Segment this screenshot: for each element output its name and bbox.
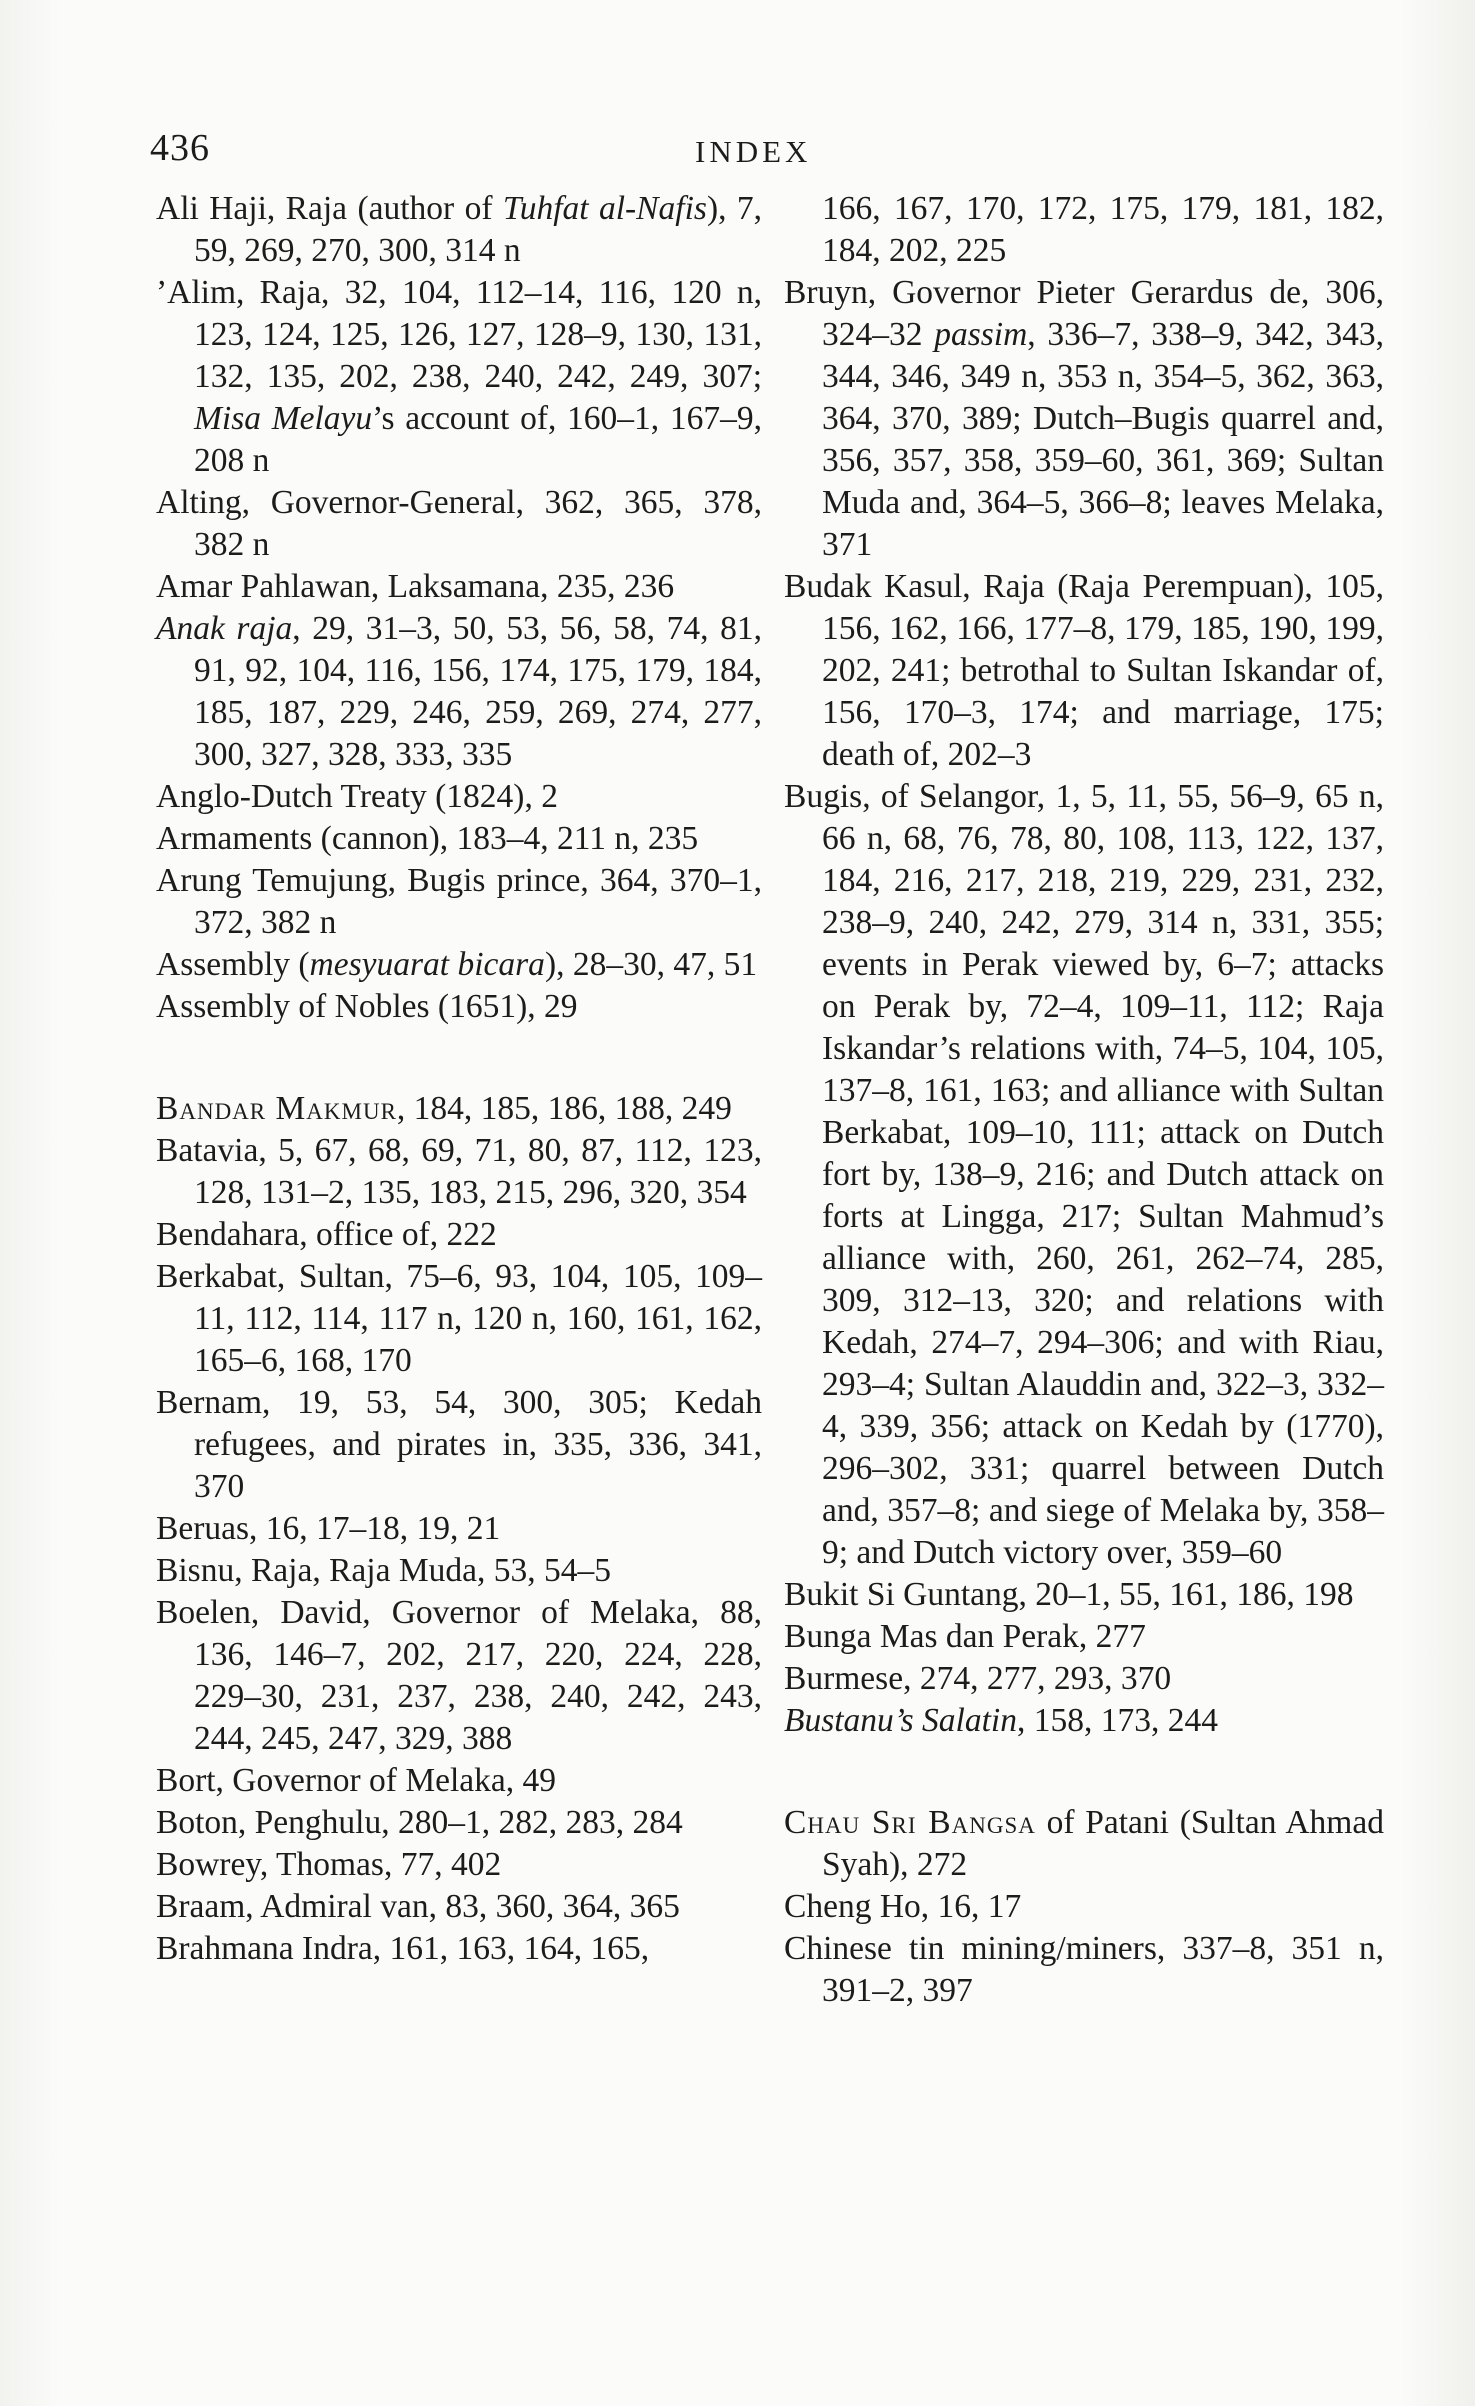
index-entry: Braam, Admiral van, 83, 360, 364, 365 xyxy=(156,1888,680,1925)
index-entry: Cheng Ho, 16, 17 xyxy=(784,1888,1022,1925)
index-entry: Bort, Governor of Melaka, 49 xyxy=(156,1762,557,1799)
index-entry: Boelen, David, Governor of Melaka, 88, 136, 146–7, 202, 217, 220, 224, 228, 229–30, 231, 237, 238, 240, 242, 243, 244, 245, 247, 329, 388 xyxy=(156,1594,762,1757)
index-entry: Bowrey, Thomas, 77, 402 xyxy=(156,1846,502,1883)
index-entry: Chau Sri Bangsa of Patani (Sultan Ahmad Syah), 272 xyxy=(784,1804,1384,1883)
index-entry: Armaments (cannon), 183–4, 211 n, 235 xyxy=(156,820,699,857)
index-entry: Burmese, 274, 277, 293, 370 xyxy=(784,1660,1172,1697)
index-entry: Bugis, of Selangor, 1, 5, 11, 55, 56–9, 65 n, 66 n, 68, 76, 78, 80, 108, 113, 122, 137, 184, 216, 217, 218, 219, 229, 231, 232, 238–9, 240, 242, 279, 314 n, 331, 355; events in Perak viewed by, 6–7; attacks on Perak by, 72–4, 109–11, 112; Raja Iskandar’s relations with, 74–5, 104, 105, 137–8, 161, 163; and alliance with Sultan Berkabat, 109–10, 111; attack on Dutch fort by, 138–9, 216; and Dutch attack on forts at Lingga, 217; Sultan Mahmud’s alliance with, 260, 261, 262–74, 285, 309, 312–13, 320; and relations with Kedah, 274–7, 294–306; and with Riau, 293–4; Sultan Alauddin and, 322–3, 332–4, 339, 356; attack on Kedah by (1770), 296–302, 331; quarrel between Dutch and, 357–8; and siege of Melaka by, 358–9; and Dutch victory over, 359–60 xyxy=(784,778,1384,1571)
letter-section-gap xyxy=(156,1028,762,1088)
index-entry: Brahmana Indra, 161, 163, 164, 165, xyxy=(156,1930,650,1967)
index-entry: Amar Pahlawan, Laksamana, 235, 236 xyxy=(156,568,675,605)
index-entry-continued: 166, 167, 170, 172, 175, 179, 181, 182, 184, 202, 225 xyxy=(822,190,1384,269)
index-entry: Bisnu, Raja, Raja Muda, 53, 54–5 xyxy=(156,1552,611,1589)
index-entry: Bendahara, office of, 222 xyxy=(156,1216,497,1253)
index-entry: Bustanu’s Salatin, 158, 173, 244 xyxy=(784,1702,1218,1739)
running-head: INDEX xyxy=(695,134,812,169)
index-entry: Anak raja, 29, 31–3, 50, 53, 56, 58, 74, 81, 91, 92, 104, 116, 156, 174, 175, 179, 184, 185, 187, 229, 246, 259, 269, 274, 277, 300, 327, 328, 333, 335 xyxy=(156,610,762,773)
index-entry: Boton, Penghulu, 280–1, 282, 283, 284 xyxy=(156,1804,683,1841)
letter-section-gap xyxy=(784,1742,1384,1802)
index-entry: Chinese tin mining/miners, 337–8, 351 n, 391–2, 397 xyxy=(784,1930,1384,2009)
index-entry: ’Alim, Raja, 32, 104, 112–14, 116, 120 n, 123, 124, 125, 126, 127, 128–9, 130, 131, 132, 135, 202, 238, 240, 242, 249, 307; Misa Melayu’s account of, 160–1, 167–9, 208 n xyxy=(156,274,762,479)
index-entry: Batavia, 5, 67, 68, 69, 71, 80, 87, 112, 123, 128, 131–2, 135, 183, 215, 296, 320, 354 xyxy=(156,1132,762,1211)
index-entry: Anglo-Dutch Treaty (1824), 2 xyxy=(156,778,558,815)
index-entry: Budak Kasul, Raja (Raja Perempuan), 105, 156, 162, 166, 177–8, 179, 185, 190, 199, 202, 241; betrothal to Sultan Iskandar of, 156, 170–3, 174; and marriage, 175; death of, 202–3 xyxy=(784,568,1384,773)
index-entry: Assembly (mesyuarat bicara), 28–30, 47, 51 xyxy=(156,946,758,983)
index-column-right xyxy=(784,188,1384,2012)
index-entry: Bruyn, Governor Pieter Gerardus de, 306, 324–32 passim, 336–7, 338–9, 342, 343, 344, 346, 349 n, 353 n, 354–5, 362, 363, 364, 370, 389; Dutch–Bugis quarrel and, 356, 357, 358, 359–60, 361, 369; Sultan Muda and, 364–5, 366–8; leaves Melaka, 371 xyxy=(784,274,1385,563)
index-entry: Bunga Mas dan Perak, 277 xyxy=(784,1618,1146,1655)
index-entry: Beruas, 16, 17–18, 19, 21 xyxy=(156,1510,501,1547)
index-entry: Arung Temujung, Bugis prince, 364, 370–1, 372, 382 n xyxy=(156,862,762,941)
index-entry: Bukit Si Guntang, 20–1, 55, 161, 186, 198 xyxy=(784,1576,1354,1613)
page-header xyxy=(150,126,1390,176)
index-column-left xyxy=(156,188,762,1970)
index-entry: Ali Haji, Raja (author of Tuhfat al-Nafis), 7, 59, 269, 270, 300, 314 n xyxy=(156,190,762,269)
page-number: 436 xyxy=(150,127,210,169)
index-entry: Alting, Governor-General, 362, 365, 378, 382 n xyxy=(156,484,762,563)
index-entry: Bernam, 19, 53, 54, 300, 305; Kedah refugees, and pirates in, 335, 336, 341, 370 xyxy=(156,1384,762,1505)
index-entry: Assembly of Nobles (1651), 29 xyxy=(156,988,578,1025)
index-entry: Berkabat, Sultan, 75–6, 93, 104, 105, 109–11, 112, 114, 117 n, 120 n, 160, 161, 162, 165–6, 168, 170 xyxy=(156,1258,762,1379)
index-entry: Bandar Makmur, 184, 185, 186, 188, 249 xyxy=(156,1090,732,1127)
